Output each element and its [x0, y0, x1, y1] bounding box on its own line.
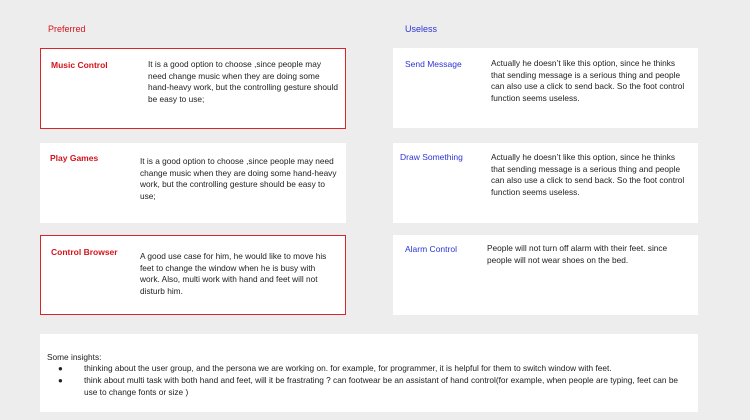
card-draw-something: [393, 143, 698, 223]
card-title: Alarm Control: [405, 244, 457, 254]
card-play-games: [40, 143, 346, 223]
card-title: Music Control: [51, 60, 108, 70]
insight-text: think about multi task with both hand and feet, will it be frastrating ? can footwear be an assistant of hand control(for example, when people are typing, feet can be use to change fonts or size ): [84, 375, 679, 397]
card-alarm-control: [393, 235, 698, 315]
card-description: People will not turn off alarm with their feet. since people will not wear shoes on the bed.: [487, 243, 668, 265]
card-title: Send Message: [405, 59, 462, 69]
preferred-heading: Preferred: [48, 24, 86, 34]
insights-title: Some insights:: [47, 352, 102, 362]
bullet-icon: ●: [58, 364, 63, 373]
card-description: A good use case for him, he would like to move his feet to change the window when he is busy with work. Also, multi work with hand and feet will not disturb him.: [140, 251, 327, 296]
card-description: Actually he doesn’t like this option, since he thinks that sending message is a serious thing and people can also use a click to send back. So the foot control function seems useless.: [491, 58, 685, 103]
bullet-icon: ●: [58, 376, 63, 385]
card-control-browser: [40, 235, 346, 315]
card-description: Actually he doesn’t like this option, since he thinks that sending message is a serious thing and people can also use a click to send back. So the foot control function seems useless.: [491, 152, 685, 197]
card-description: It is a good option to choose ,since people may need change music when they are doing some hand-heavy work, but the controlling gesture should be easy to use;: [148, 59, 339, 104]
card-title: Draw Something: [400, 152, 463, 162]
card-description: It is a good option to choose ,since people may need change music when they are doing some hand-heavy work, but the controlling gesture should be easy to use;: [140, 156, 337, 201]
useless-heading: Useless: [405, 24, 438, 34]
card-title: Play Games: [50, 153, 99, 163]
insight-text: thinking about the user group, and the persona we are working on. for example, for programmer, it is helpful for them to switch window with feet.: [84, 363, 612, 373]
insights-panel: [40, 334, 698, 412]
card-send-message: [393, 48, 698, 128]
card-music-control: [40, 48, 346, 129]
card-title: Control Browser: [51, 247, 118, 257]
